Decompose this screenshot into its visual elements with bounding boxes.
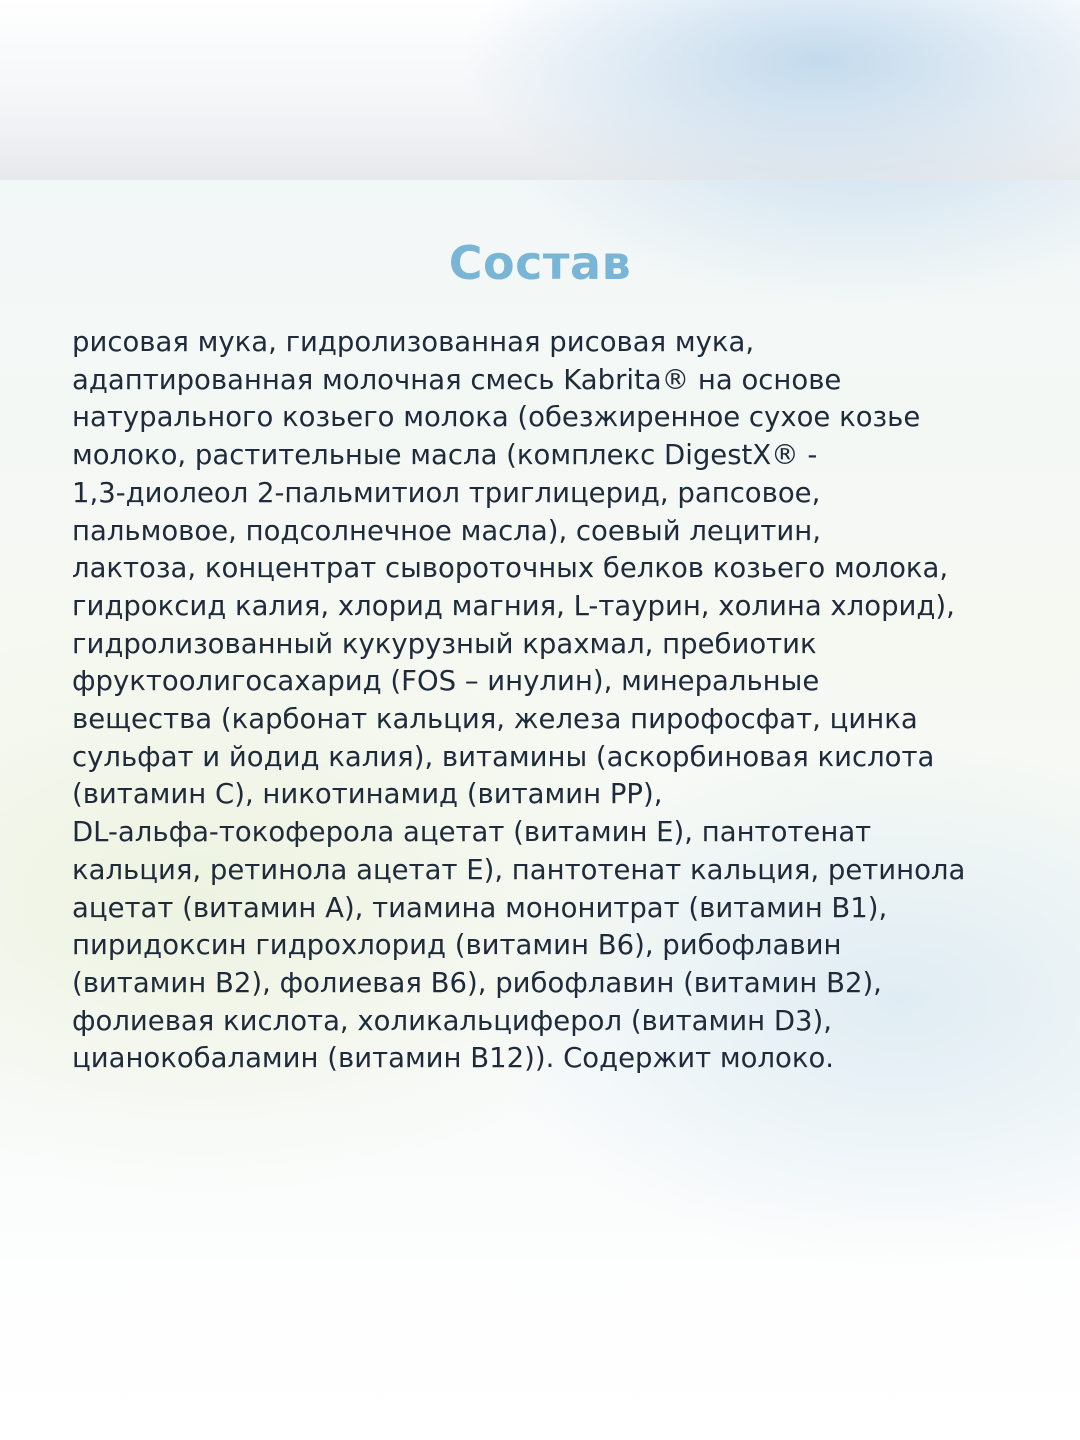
ingredients-line: 1,3-диолеол 2-пальмитиол триглицерид, рапсовое, <box>72 476 821 509</box>
ingredients-line: пиридоксин гидрохлорид (витамин В6), рибофлавин <box>72 929 842 962</box>
bottom-fade <box>0 1180 1080 1440</box>
ingredients-line: натурального козьего молока (обезжиренное сухое козье <box>72 401 921 434</box>
ingredients-line: (витамин С), никотинамид (витамин РР), <box>72 778 663 811</box>
ingredients-line: лактоза, концентрат сывороточных белков козьего молока, <box>72 552 949 585</box>
ingredients-line: адаптированная молочная смесь Kabrita® на основе <box>72 363 842 396</box>
section-title: Состав <box>448 236 632 290</box>
top-banner-band <box>0 0 1080 180</box>
ingredients-line: фолиевая кислота, холикальциферол (витамин D3), <box>72 1004 832 1037</box>
ingredients-line: цианокобаламин (витамин В12)). Содержит молоко. <box>72 1042 835 1075</box>
ingredients-line: вещества (карбонат кальция, железа пирофосфат, цинка <box>72 703 918 736</box>
ingredients-line: пальмовое, подсолнечное масла), соевый лецитин, <box>72 514 822 547</box>
ingredients-line: фруктоолигосахарид (FOS – инулин), минеральные <box>72 665 820 698</box>
ingredients-line: DL-альфа-токоферола ацетат (витамин Е), пантотенат <box>72 816 872 849</box>
ingredients-line: молоко, растительные масла (комплекс DigestX® - <box>72 439 818 472</box>
ingredients-line: гидроксид калия, хлорид магния, L-таурин, холина хлорид), <box>72 589 955 622</box>
ingredients-text <box>72 324 1022 1078</box>
ingredients-line: (витамин В2), фолиевая В6), рибофлавин (витамин В2), <box>72 966 882 999</box>
ingredients-line: рисовая мука, гидролизованная рисовая мука, <box>72 326 755 358</box>
ingredients-line: сульфат и йодид калия), витамины (аскорбиновая кислота <box>72 740 935 773</box>
ingredients-line: гидролизованный кукурузный крахмал, пребиотик <box>72 627 817 660</box>
ingredients-line: ацетат (витамин А), тиамина мононитрат (витамин В1), <box>72 891 888 924</box>
ingredients-line: кальция, ретинола ацетат Е), пантотенат кальция, ретинола <box>72 853 966 886</box>
